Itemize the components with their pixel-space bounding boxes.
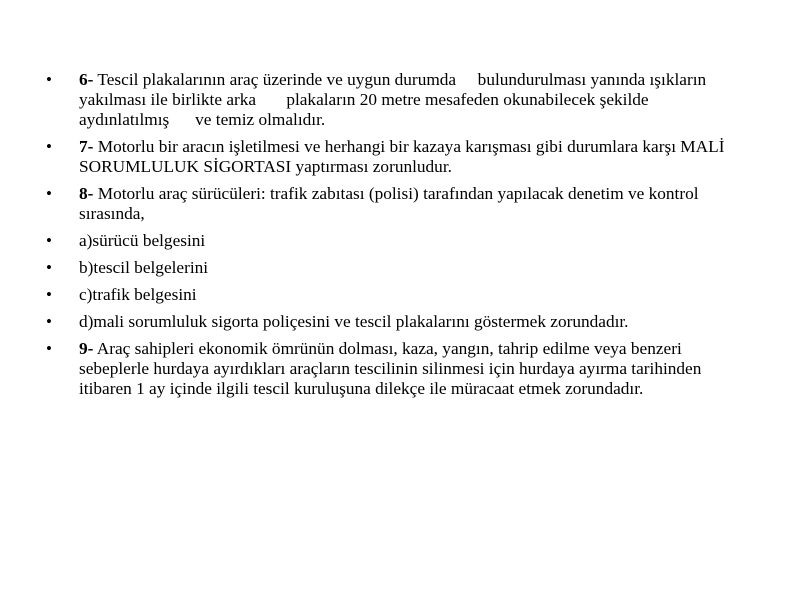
item-text: Motorlu araç sürücüleri: trafik zabıtası (polisi) tarafından yapılacak denetim ve kontrol sırasında, (79, 184, 699, 223)
item-number: 6- (79, 70, 94, 89)
bullet-icon: • (46, 231, 52, 250)
list-item (46, 339, 746, 399)
item-text: c)trafik belgesini (79, 285, 197, 304)
bullet-icon: • (46, 70, 52, 89)
item-text: a)sürücü belgesini (79, 231, 206, 250)
list-item (46, 137, 746, 177)
bullet-icon: • (46, 137, 52, 156)
list-item (46, 231, 746, 251)
item-text: Tescil plakalarının araç üzerinde ve uygun durumda bulundurulması yanında ışıkların yakılması ile birlikte arka plakaların 20 metre mesafeden okunabilecek şekilde aydınlatılmış ve temiz olmalıdır. (79, 70, 707, 129)
list-item (46, 285, 746, 305)
bullet-icon: • (46, 258, 52, 277)
list-item (46, 312, 746, 332)
item-text: b)tescil belgelerini (79, 258, 209, 277)
item-number: 8- (79, 184, 94, 203)
bullet-icon: • (46, 285, 52, 304)
bullet-icon: • (46, 312, 52, 331)
item-number: 7- (79, 137, 94, 156)
item-text: Motorlu bir aracın işletilmesi ve herhangi bir kazaya karışması gibi durumlara karşı MALİ SORUMLULUK SİGORTASI yaptırması zorunludur. (79, 137, 725, 176)
list-item (46, 70, 746, 130)
item-text: d)mali sorumluluk sigorta poliçesini ve tescil plakalarını göstermek zorundadır. (79, 312, 629, 331)
list-item (46, 258, 746, 278)
bullet-icon: • (46, 184, 52, 203)
bullet-list (46, 70, 746, 406)
item-text: Araç sahipleri ekonomik ömrünün dolması, kaza, yangın, tahrip edilme veya benzeri sebeplerle hurdaya ayırdıkları araçların tescilinin silinmesi için hurdaya ayırma tarihinden itibaren 1 ay içinde ilgili tescil kuruluşuna dilekçe ile müracaat etmek zorundadır. (79, 339, 702, 398)
list-item (46, 184, 746, 224)
bullet-icon: • (46, 339, 52, 358)
item-number: 9- (79, 339, 94, 358)
